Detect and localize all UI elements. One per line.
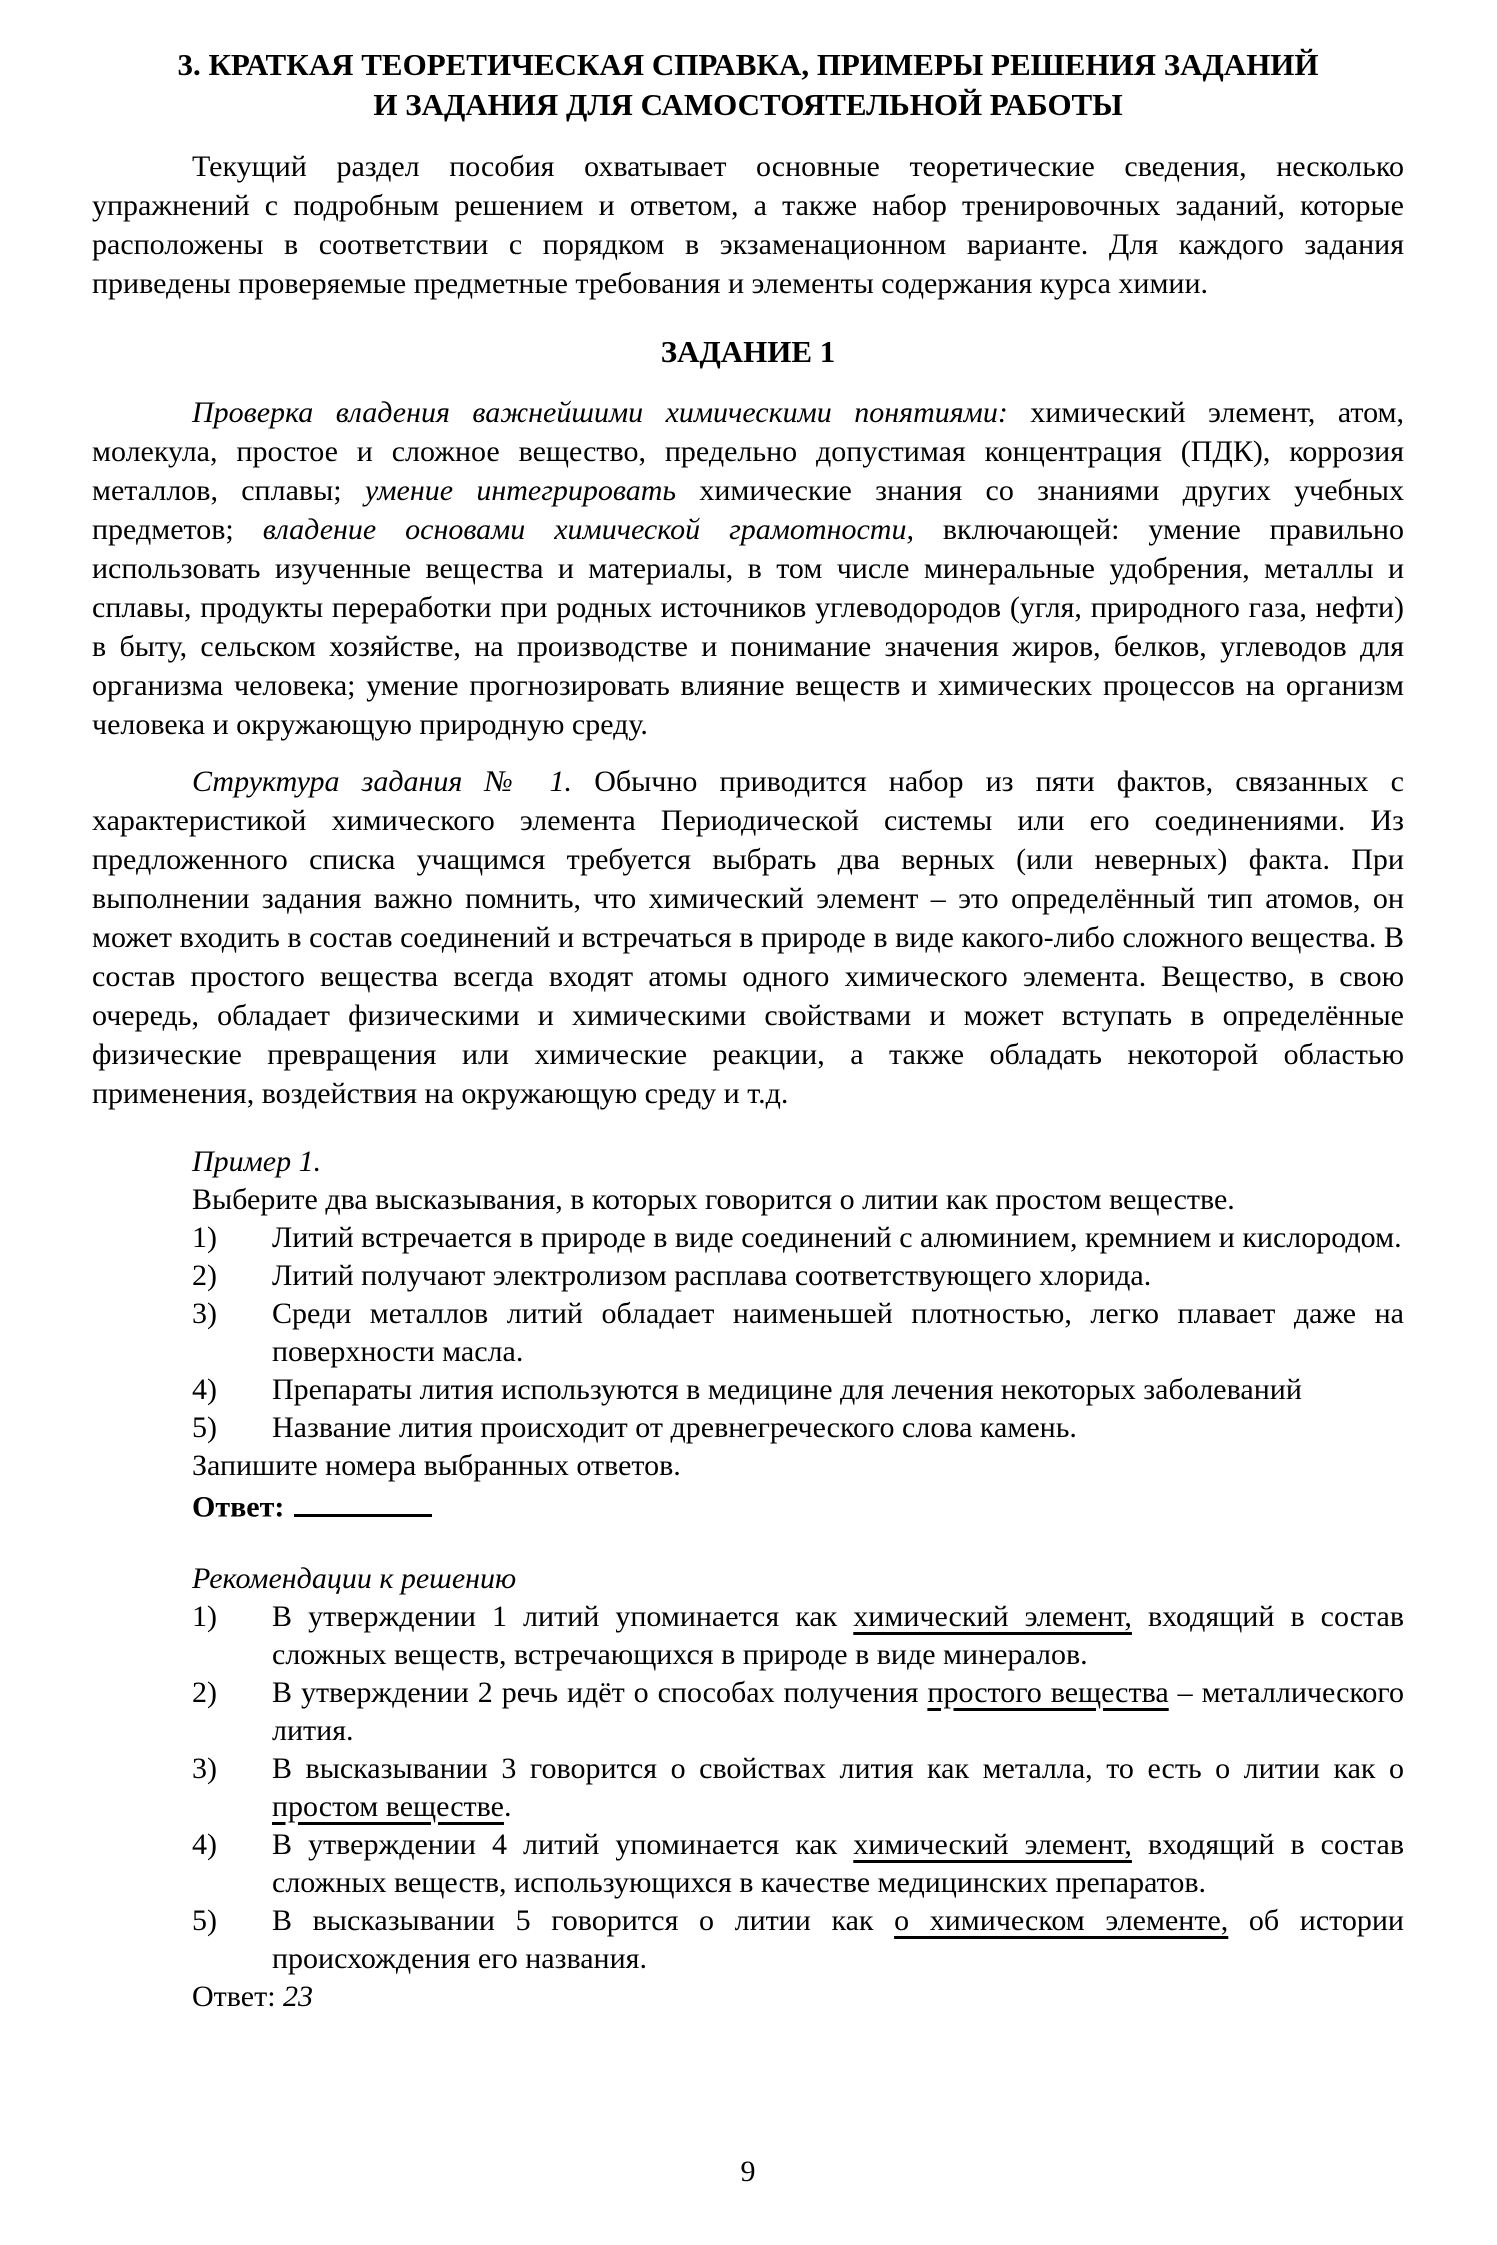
list-item-number: 2) bbox=[192, 1259, 217, 1292]
task-structure-paragraph: Структура задания № 1. Обычно приводится набор из пяти фактов, связанных с характеристикой химического элемента Периодической системы или его соединениями. Из предложенного списка учащимся требуется выбрать два верных (или неверных) факта. При выполнении задания важно помнить, что химический элемент – это определённый тип атомов, он может входить в состав соединений и встречаться в природе в виде какого-либо сложного вещества. В состав простого вещества всегда входят атомы одного химического элемента. Вещество, в свою очередь, обладает физическими и химическими свойствами и может вступать в определённые физические превращения или химические реакции, а также обладать некоторой областью применения, воздействия на окружающую среду и т.д. bbox=[92, 765, 1404, 1110]
recommendations-block bbox=[192, 1560, 1404, 2016]
list-item bbox=[192, 1902, 1404, 1978]
list-item-text: В утверждении 1 литий упоминается как химический элемент, входящий в состав сложных веществ, встречающихся в природе в виде минералов. bbox=[272, 1599, 1405, 1671]
intro-paragraph: Текущий раздел пособия охватывает основные теоретические сведения, несколько упражнений с подробным решением и ответом, а также набор тренировочных заданий, которые расположены в соответствии с порядком в экзаменационном варианте. Для каждого задания приведены проверяемые предметные требования и элементы содержания курса химии. bbox=[92, 150, 1404, 300]
example-prompt: Выберите два высказывания, в которых говорится о литии как простом веществе. bbox=[192, 1183, 1235, 1216]
recommendations-label: Рекомендации к решению bbox=[192, 1561, 517, 1595]
list-item-text: В высказывании 5 говорится о литии как о химическом элементе, об истории происхождения его названия. bbox=[272, 1903, 1404, 1975]
example-block bbox=[192, 1143, 1404, 1527]
list-item-number: 4) bbox=[192, 1827, 217, 1861]
recommendations-list bbox=[192, 1598, 1404, 1978]
page-content bbox=[92, 0, 1404, 2016]
list-item-text: Название лития происходит от древнегреческого слова камень. bbox=[272, 1411, 1077, 1444]
list-item-number: 1) bbox=[192, 1221, 217, 1254]
list-item-number: 3) bbox=[192, 1751, 217, 1785]
answer-label: Ответ: bbox=[192, 1979, 276, 2013]
answer-label: Ответ: bbox=[192, 1490, 285, 1524]
answer-line bbox=[192, 1978, 1404, 2016]
list-item-text: Среди металлов литий обладает наименьшей плотностью, легко плавает даже на поверхности масла. bbox=[272, 1297, 1404, 1368]
list-item-number: 5) bbox=[192, 1903, 217, 1937]
list-item-number: 3) bbox=[192, 1297, 217, 1330]
list-item-number: 1) bbox=[192, 1599, 217, 1633]
task-description-paragraph: Проверка владения важнейшими химическими понятиями: химический элемент, атом, молекула, простое и сложное вещество, предельно допустимая концентрация (ПДК), коррозия металлов, сплавы; умение интегрировать химические знания со знаниями других учебных предметов; владение основами химической грамотности, включающей: умение правильно использовать изученные вещества и материалы, в том числе минеральные удобрения, металлы и сплавы, продукты переработки при родных источников углеводородов (угля, природного газа, нефти) в быту, сельском хозяйстве, на производстве и понимание значения жиров, белков, углеводов для организма человека; умение прогнозировать влияние веществ и химических процессов на организм человека и окружающую природную среду. bbox=[92, 396, 1404, 741]
list-item bbox=[192, 1257, 1404, 1295]
example-list bbox=[192, 1219, 1404, 1447]
answer-line bbox=[192, 1485, 1404, 1527]
task-heading: ЗАДАНИЕ 1 bbox=[660, 334, 836, 369]
list-item bbox=[192, 1219, 1404, 1257]
example-label: Пример 1. bbox=[192, 1145, 322, 1178]
page-number: 9 bbox=[740, 2155, 756, 2188]
list-item bbox=[192, 1826, 1404, 1902]
list-item bbox=[192, 1371, 1404, 1409]
list-item-text: Препараты лития используются в медицине для лечения некоторых заболеваний bbox=[272, 1373, 1302, 1406]
example-instruction: Запишите номера выбранных ответов. bbox=[192, 1449, 681, 1482]
answer-value: 23 bbox=[283, 1979, 314, 2013]
section-title-line1: 3. КРАТКАЯ ТЕОРЕТИЧЕСКАЯ СПРАВКА, ПРИМЕРЫ РЕШЕНИЯ ЗАДАНИЙ bbox=[177, 47, 1319, 82]
list-item-number: 4) bbox=[192, 1373, 217, 1406]
list-item-text: Литий получают электролизом расплава соответствующего хлорида. bbox=[272, 1259, 1152, 1292]
list-item bbox=[192, 1750, 1404, 1826]
section-title bbox=[92, 45, 1404, 125]
list-item bbox=[192, 1295, 1404, 1371]
answer-blank bbox=[294, 1485, 432, 1517]
list-item bbox=[192, 1674, 1404, 1750]
list-item-number: 5) bbox=[192, 1411, 217, 1444]
list-item-number: 2) bbox=[192, 1675, 217, 1709]
list-item-text: В утверждении 4 литий упоминается как химический элемент, входящий в состав сложных веществ, использующихся в качестве медицинских препаратов. bbox=[272, 1827, 1405, 1899]
list-item-text: В утверждении 2 речь идёт о способах получения простого вещества – металлического лития. bbox=[272, 1675, 1404, 1747]
list-item-text: Литий встречается в природе в виде соединений с алюминием, кремнием и кислородом. bbox=[272, 1221, 1402, 1254]
list-item bbox=[192, 1598, 1404, 1674]
list-item bbox=[192, 1409, 1404, 1447]
section-title-line2: И ЗАДАНИЯ ДЛЯ САМОСТОЯТЕЛЬНОЙ РАБОТЫ bbox=[373, 87, 1123, 122]
list-item-text: В высказывании 3 говорится о свойствах лития как металла, то есть о литии как о простом веществе. bbox=[272, 1751, 1404, 1823]
